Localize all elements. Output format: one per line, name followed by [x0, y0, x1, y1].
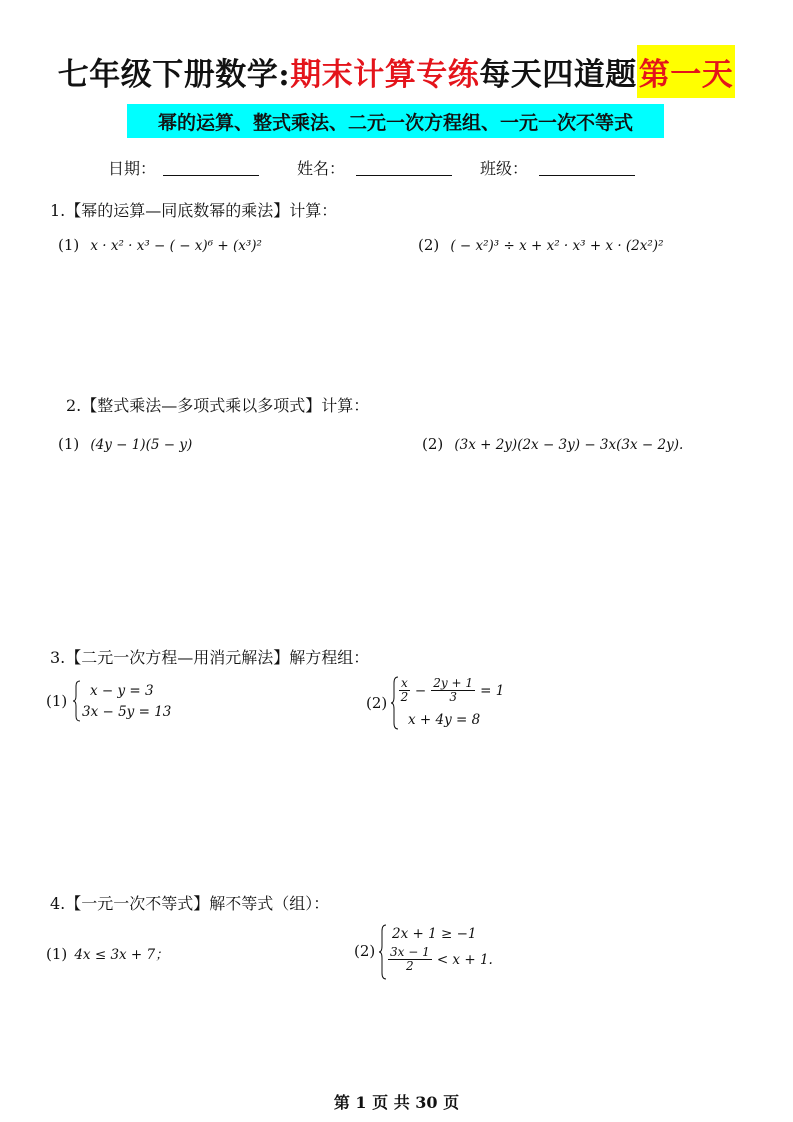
- name-label: 姓名：: [297, 159, 346, 178]
- q2-part1-expression: (4y − 1)(5 − y): [90, 437, 193, 453]
- q3-part1-label: (1): [46, 692, 68, 710]
- fraction-numerator: 2y + 1: [433, 676, 474, 690]
- title-topic: 期末计算专练: [290, 56, 480, 93]
- q4-part2-inequality-1: 2x + 1 ≥ −1: [392, 926, 477, 942]
- date-label: 日期：: [108, 159, 157, 178]
- subtitle-banner: 幂的运算、整式乘法、二元一次方程组、一元一次不等式: [127, 104, 664, 138]
- q4-part2-inequality-2: [388, 946, 493, 973]
- q3-heading: 3.【二元一次方程—用消元解法】解方程组：: [50, 648, 370, 667]
- fraction-denominator: 3: [449, 690, 457, 704]
- q4-part2-label: (2): [354, 942, 376, 960]
- q3-part2-label: (2): [366, 694, 388, 712]
- q2-part2: [422, 434, 683, 453]
- q2-part2-expression: (3x + 2y)(2x − 3y) − 3x(3x − 2y).: [454, 437, 684, 453]
- q2-part1: [58, 434, 192, 453]
- q1-heading: 1.【幂的运算—同底数幂的乘法】计算：: [50, 201, 338, 220]
- q3-part1-equation-2: 3x − 5y = 13: [82, 704, 172, 720]
- q4-part1: [46, 943, 169, 963]
- q4-part1-label: (1): [46, 945, 68, 963]
- q3-part1-equation-1: x − y = 3: [90, 683, 154, 699]
- q1-part2: [418, 235, 663, 254]
- title-day-badge: 第一天: [637, 45, 736, 98]
- title-daily: 每天四道题: [479, 56, 637, 93]
- fraction-numerator: 3x − 1: [390, 945, 430, 959]
- q1-part1-expression: x · x² · x³ − ( − x)⁶ + (x³)²: [90, 238, 262, 254]
- q2-part1-label: (1): [58, 435, 80, 453]
- page-number: 第 1 页 共 30 页: [333, 1093, 460, 1112]
- q2-part2-label: (2): [422, 435, 444, 453]
- q3-part2-fraction-2y-plus-1-over-3: [431, 677, 475, 704]
- q3-part2-rhs: = 1: [480, 683, 505, 699]
- q3-part2: [366, 676, 526, 730]
- q3-part2-fraction-x-over-2: [399, 677, 410, 704]
- fraction-denominator: 2: [406, 959, 414, 973]
- name-field[interactable]: [356, 175, 452, 176]
- left-brace-icon: [72, 680, 82, 722]
- date-field[interactable]: [163, 175, 259, 176]
- fraction-denominator: 2: [400, 690, 409, 704]
- fraction-numerator: x: [401, 676, 408, 690]
- title-grade: 七年级下册数学:: [57, 56, 291, 93]
- class-label: 班级：: [480, 159, 529, 178]
- page-title: [0, 46, 793, 96]
- q4-part2-fraction-3x-minus-1-over-2: [388, 946, 432, 973]
- q1-part1: [58, 235, 262, 254]
- q3-part2-equation-1: [399, 677, 504, 704]
- q1-part1-label: (1): [58, 236, 80, 254]
- left-brace-icon: [378, 924, 388, 980]
- q4-part1-expression: 4x ≤ 3x + 7；: [74, 947, 169, 963]
- q3-part1: [46, 680, 206, 722]
- q4-part2-rhs: < x + 1: [436, 952, 489, 968]
- q1-part2-label: (2): [418, 236, 440, 254]
- q1-part2-expression: ( − x²)³ ÷ x + x² · x³ + x · (2x²)²: [450, 238, 664, 254]
- q3-part2-minus: −: [414, 683, 427, 699]
- class-field[interactable]: [539, 175, 635, 176]
- q2-heading: 2.【整式乘法—多项式乘以多项式】计算：: [66, 396, 370, 415]
- q4-part2-period: .: [488, 952, 493, 968]
- q4-heading: 4.【一元一次不等式】解不等式（组）：: [50, 894, 330, 913]
- q3-part2-equation-2: x + 4y = 8: [408, 712, 481, 728]
- q4-part2: [354, 924, 494, 980]
